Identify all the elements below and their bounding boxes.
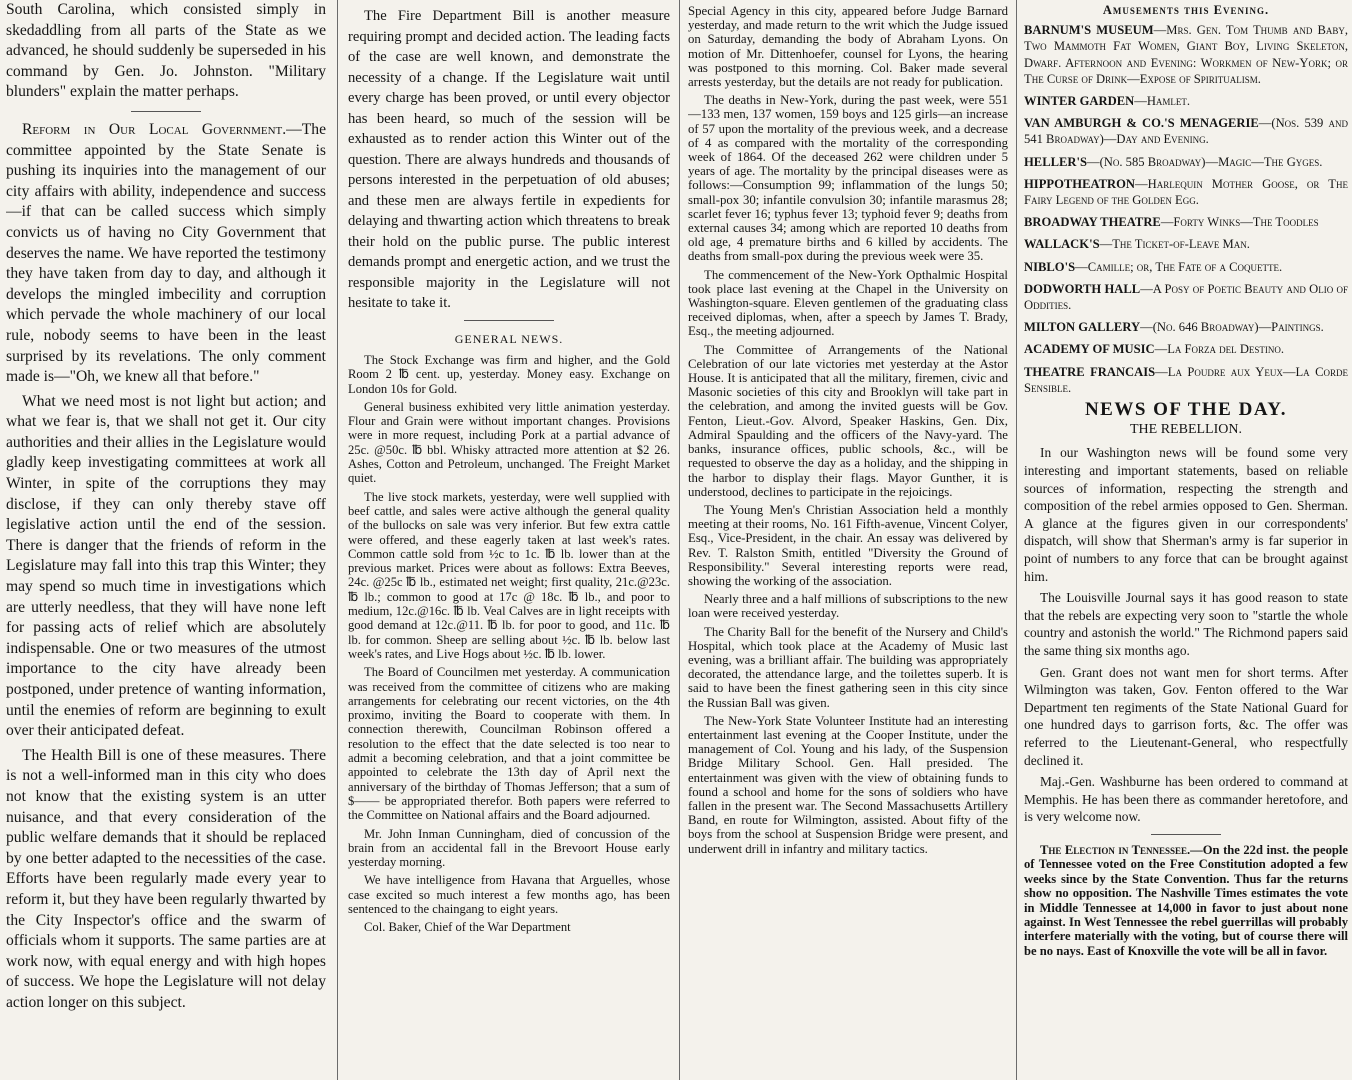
venue-program: —Forty Winks—The Toodles — [1160, 215, 1319, 230]
news-item: Nearly three and a half millions of subscriptions to the new loan were received yesterday. — [688, 592, 1008, 621]
venue-name: BROADWAY THEATRE — [1024, 215, 1161, 230]
news-item: The Charity Ball for the benefit of the Nursery and Child's Hospital, which took place at the Academy of Music last evening, was a brilliant affair. The building was appropriately decorated, the attendance large, and the toilettes superb. It is said to have been the finest gathering seen in this city since the Russian Ball was given. — [688, 624, 1008, 710]
amusement-entry — [1024, 341, 1348, 357]
venue-name: BARNUM'S MUSEUM — [1024, 23, 1154, 38]
news-item: The Stock Exchange was firm and higher, and the Gold Room 2 ℔ cent. up, yesterday. Money easy. Exchange on London 10s for Gold. — [348, 353, 670, 396]
news-item: The commencement of the New-York Opthalmic Hospital took place last evening at the Chapel in the University on Washington-square. Eleven gentlemen of the graduating class received diplomas, when, after a speech by James T. Brady, Esq., the meeting adjourned. — [688, 267, 1008, 339]
amusement-entry — [1024, 259, 1348, 275]
news-item: Mr. John Inman Cunningham, died of concussion of the brain from an accidental fall in the Brevoort House early yesterday morning. — [348, 826, 670, 870]
column-3 — [688, 0, 1008, 1080]
column-rule — [337, 0, 338, 1080]
news-item: We have intelligence from Havana that Arguelles, whose case excited so much interest a few months ago, has been sentenced to the chaingang to eight years. — [348, 873, 670, 916]
news-item: The Young Men's Christian Association held a monthly meeting at their rooms, No. 161 Fifth-avenue, Vincent Colyer, Esq., Vice-President, in the chair. An essay was delivered by Rev. T. Ralston Smith, entitled "Diversity the Ground of Responsibility." Several interesting reports were read, showing the working of the association. — [688, 502, 1008, 588]
column-rule — [679, 0, 680, 1080]
amusement-entry — [1024, 214, 1348, 230]
amusement-entry — [1024, 364, 1348, 396]
news-item: In our Washington news will be found some very interesting and important statements, based on reliable sources of information, respecting the strength and composition of the rebel armies opposed to Gen. Sherman. A glance at the figures given in our correspondents' dispatch, will show that Sherman's army is far superior in point of numbers to any force that can be brought against him. — [1024, 445, 1348, 584]
news-item: The deaths in New-York, during the past week, were 551—133 men, 137 women, 159 boys and 125 girls—an increase of 57 upon the mortality of the previous week, and a decrease of 4 as compared with the mortality of the corresponding week of 1864. Of the deceased 262 were children under 5 years of age. The mortality by the principal diseases were as follows:—Consumption 99; inflammation of the lungs 50; small-pox 30; infantile convulsion 30; infantile marasmus 28; scarlet fever 16; typhus fever 13; typhoid fever 9; deaths from external causes 34; among which are reported 10 deaths from old age, 4 premature births and 6 killed by accidents. The deaths from small-pox during the previous week were 35. — [688, 93, 1008, 264]
venue-program: —Harlequin Mother Goose, or The Fairy Legend of the Golden Egg. — [1024, 176, 1348, 208]
amusement-entry — [1024, 154, 1348, 170]
venue-program: —La Poudre aux Yeux—La Corde Sensible. — [1024, 364, 1348, 395]
article-heading: Reform in Our Local Government. — [22, 120, 287, 138]
column-separator — [464, 320, 554, 321]
column-separator — [1151, 834, 1221, 835]
news-item: Gen. Grant does not want men for short terms. After Wilmington was taken, Gov. Fenton offered to the War Department ten regiments of the State National Guard for one hundred days to garrison forts, &c. The offer was referred to the Lieutenant-General, who respectfully declined it. — [1024, 664, 1348, 768]
article-paragraph: The Health Bill is one of these measures. There is not a well-informed man in this city who does not know that the existing system is an utter nuisance, and that every consideration of the public welfare demands that it should be replaced by one better adapted to the necessities of the case. Efforts have been regularly made every year to reform it, but they have been regularly thwarted by the City Inspector's office and the swarm of officials whom it supports. The same parties are at work now, with equal energy and with high hopes of success. We hope the Legislature will not delay action longer on this subject. — [6, 746, 326, 1011]
amusements-heading: Amusements this Evening. — [1102, 3, 1270, 17]
column-separator — [131, 111, 201, 112]
venue-name: VAN AMBURGH & CO.'S MENAGERIE — [1024, 116, 1259, 131]
amusements-list — [1024, 22, 1348, 396]
news-item: Special Agency in this city, appeared before Judge Barnard yesterday, and made return to the writ which the Judge issued on Saturday, demanding the body of Abraham Lyons. On motion of Mr. Dittenhoefer, counsel for Lyons, the hearing was postponed to this morning. Col. Baker made several arrests yesterday, but the details are not ready for publication. — [688, 4, 1008, 90]
article-paragraph: The Fire Department Bill is another measure requiring prompt and decided action. The leading facts of the case are well known, and demonstrate the necessity of a change. If the Legislature wait until every charge has been proved, or until every objector has been heard, so much of the session will be exhausted as to render action this Winter out of the question. There are always hundreds and thousands of persons interested in the perpetuation of old abuses; and these men are always fertile in expedients for delaying and thwarting action which threatens to break their hold on the public purse. The public interest demands prompt and energetic action, and we trust the responsible majority in the Legislature will not hesitate to take it. — [348, 8, 670, 311]
article-paragraph: South Carolina, which consisted simply in skedaddling from all parts of the State as we advanced, he should suddenly be superseded in his command by Gen. Jo. Johnston. "Military blunders" explain the matter perhaps. — [6, 1, 326, 101]
news-item: The Board of Councilmen met yesterday. A communication was received from the committee of citizens who are making arrangements for celebrating our recent victories, on the 4th proximo, inviting the Board to cooperate with them. In connection therewith, Councilman Robinson offered a resolution to the effect that the date selected is too near to admit a becoming celebration, and that a joint committee be appointed to celebrate the 13th day of April next the anniversary of the birthday of Thomas Jefferson; that a sum of $—— be appropriated therefor. Both papers were referred to the Committee on National affairs and the Board adjourned. — [348, 665, 670, 823]
venue-name: HELLER'S — [1024, 154, 1087, 169]
article-heading: The Election in Tennessee. — [1040, 842, 1191, 857]
venue-name: ACADEMY OF MUSIC — [1024, 342, 1155, 357]
column-1 — [6, 0, 326, 1080]
amusement-entry — [1024, 236, 1348, 252]
venue-program: —Camille; or, The Fate of a Coquette. — [1075, 259, 1283, 274]
venue-name: MILTON GALLERY — [1024, 320, 1141, 335]
amusement-entry — [1024, 93, 1348, 109]
venue-name: WINTER GARDEN — [1024, 94, 1135, 109]
rebellion-heading: THE REBELLION. — [1130, 422, 1242, 438]
venue-name: HIPPOTHEATRON — [1024, 176, 1136, 191]
venue-program: —Mrs. Gen. Tom Thumb and Baby, Two Mammoth Fat Women, Giant Boy, Living Skeleton, Dwarf. Afternoon and Evening: Workmen of New-York; or The Curse of Drink—Expose of Spiritualism. — [1024, 23, 1348, 86]
news-item — [1024, 843, 1348, 958]
amusement-entry — [1024, 22, 1348, 87]
news-item: The New-York State Volunteer Institute had an interesting entertainment last evening at the Cooper Institute, under the management of Col. Young and his lady, of the Suspension Bridge Military School. Gen. Hall presided. The entertainment was given with the view of obtaining funds to found a school and home for the sons of soldiers who have fallen in the present war. The Second Massachusetts Artillery Band, en route for Wilmington, assisted. About fifty of the boys from the school at Suspension Bridge were present, and underwent drill in infantry and military tactics. — [688, 713, 1008, 856]
news-item: The live stock markets, yesterday, were well supplied with beef cattle, and sales were active although the general quality of the bullocks on sale was very inferior. But few extra cattle were offered, and these eagerly taken at last week's rates. Common cattle sold from ½c to 1c. ℔ lb. lower than at the previous market. Prices were about as follows: Extra Beeves, 24c. @25c ℔ lb., estimated net weight; first quality, 21c.@23c. ℔ lb.; common to good at 17c @ 18c. ℔ lb., and poor to medium, 12c.@16c. ℔ lb. Veal Calves are in light receipts with good demand at 12c.@11. ℔ lb. for poor to good, and 11c. ℔ lb. for common. Sheep are selling about ½c. ℔ lb. below last week's rates, and Live Hogs about ½c. ℔ lb. lower. — [348, 489, 670, 661]
article-paragraph: What we need most is not light but action; and what we fear is, that we shall not get it. Our city authorities and their allies in the Legislature would gladly keep investigating committees at work all Winter, in spite of the corruptions they may disclose, if they can only thereby stave off legislative action until the end of the session. There is danger that the friends of reform in the Legislature may fall into this trap this Winter; they may spend so much time in investigations which are utterly needless, that they will have none left for passing acts of relief which are absolutely indispensable. One or two measures of the utmost importance to the city have already been postponed, under pretence of wanting information, until the enemies of reform are beginning to exult over their anticipated defeat. — [6, 392, 326, 740]
venue-name: DODWORTH HALL — [1024, 281, 1141, 296]
article-paragraph — [6, 120, 326, 388]
column-rule — [1016, 0, 1017, 1080]
amusement-entry — [1024, 281, 1348, 313]
rebellion-news — [1024, 444, 1348, 825]
amusement-entry — [1024, 176, 1348, 208]
venue-program: —(Nos. 539 and 541 Broadway)—Day and Evening. — [1024, 116, 1348, 147]
column-4 — [1024, 0, 1348, 1080]
news-of-the-day-heading: NEWS OF THE DAY. — [1084, 399, 1288, 421]
news-item: The Committee of Arrangements of the National Celebration of our late victories met yesterday at the Astor House. It is anticipated that all the military, firemen, civic and Masonic societies of this city and Brooklyn will take part in the celebration, and among the invited guests will be Gov. Fenton, Lieut.-Gov. Alvord, Speaker Haskins, Gen. Dix, Admiral Spaulding and the officers of the Navy-yard. The banks, insurance offices, public schools, &c., will be requested to observe the day as a holiday, and the shipping in the harbor to display their flags. Mayor Gunther, it is understood, declines to participate in the rejoicings. — [688, 342, 1008, 499]
news-item: Maj.-Gen. Washburne has been ordered to command at Memphis. He has been there as commander heretofore, and is very welcome now. — [1024, 774, 1348, 825]
article-text: —On the 22d inst. the people of Tennessee voted on the Free Constitution adopted a few weeks since by the State Convention. Thus far the returns show no opposition. The Nashville Times estimates the vote in Middle Tennessee at 14,000 in favor to just about none against. In West Tennessee the rebel guerrillas will probably interfere materially with the voting, but of course there will be no nays. East of Knoxville the vote will be all in favor. — [1024, 842, 1348, 958]
amusement-entry — [1024, 319, 1348, 335]
news-item: The Louisville Journal says it has good reason to state that the rebels are expecting very soon to "startle the whole country and astonish the world." The Richmond papers said the same thing six months ago. — [1024, 590, 1348, 658]
venue-name: THEATRE FRANCAIS — [1024, 364, 1156, 379]
venue-program: —(No. 646 Broadway)—Paintings. — [1140, 320, 1324, 335]
news-item: Col. Baker, Chief of the War Department — [364, 920, 571, 935]
general-news — [348, 353, 670, 935]
venue-name: WALLACK'S — [1024, 237, 1100, 252]
section-heading: GENERAL NEWS. — [454, 331, 564, 346]
news-item: General business exhibited very little animation yesterday. Flour and Grain were without important changes. Provisions were in more request, including Pork at a partial advance of 25c. @50c. ℔ bbl. Whisky attracted more attention at $2 26. Ashes, Cotton and Petroleum, unchanged. The Freight Market quiet. — [348, 399, 670, 486]
venue-program: —The Ticket-of-Leave Man. — [1099, 237, 1250, 252]
amusement-entry — [1024, 115, 1348, 147]
venue-program: —(No. 585 Broadway)—Magic—The Gyges. — [1087, 154, 1323, 169]
venue-name: NIBLO'S — [1024, 259, 1076, 274]
venue-program: —Hamlet. — [1134, 94, 1191, 109]
venue-program: —La Forza del Destino. — [1154, 342, 1285, 357]
column-2 — [348, 0, 670, 1080]
article-text: —The committee appointed by the State Senate is pushing its inquiries into the management of our city affairs with ability, independence and success—if that can be called success which simply convicts us of having no City Government that deserves the name. We have reported the testimony they have taken from day to day, and although it develops the mingled imbecility and corruption which pervade the whole machinery of our local rule, nobody seems to have been in the least surprised by its revelations. The only comment made is—"Oh, we knew all that before." — [6, 120, 326, 386]
venue-program: —A Posy of Poetic Beauty and Olio of Oddities. — [1024, 281, 1348, 313]
